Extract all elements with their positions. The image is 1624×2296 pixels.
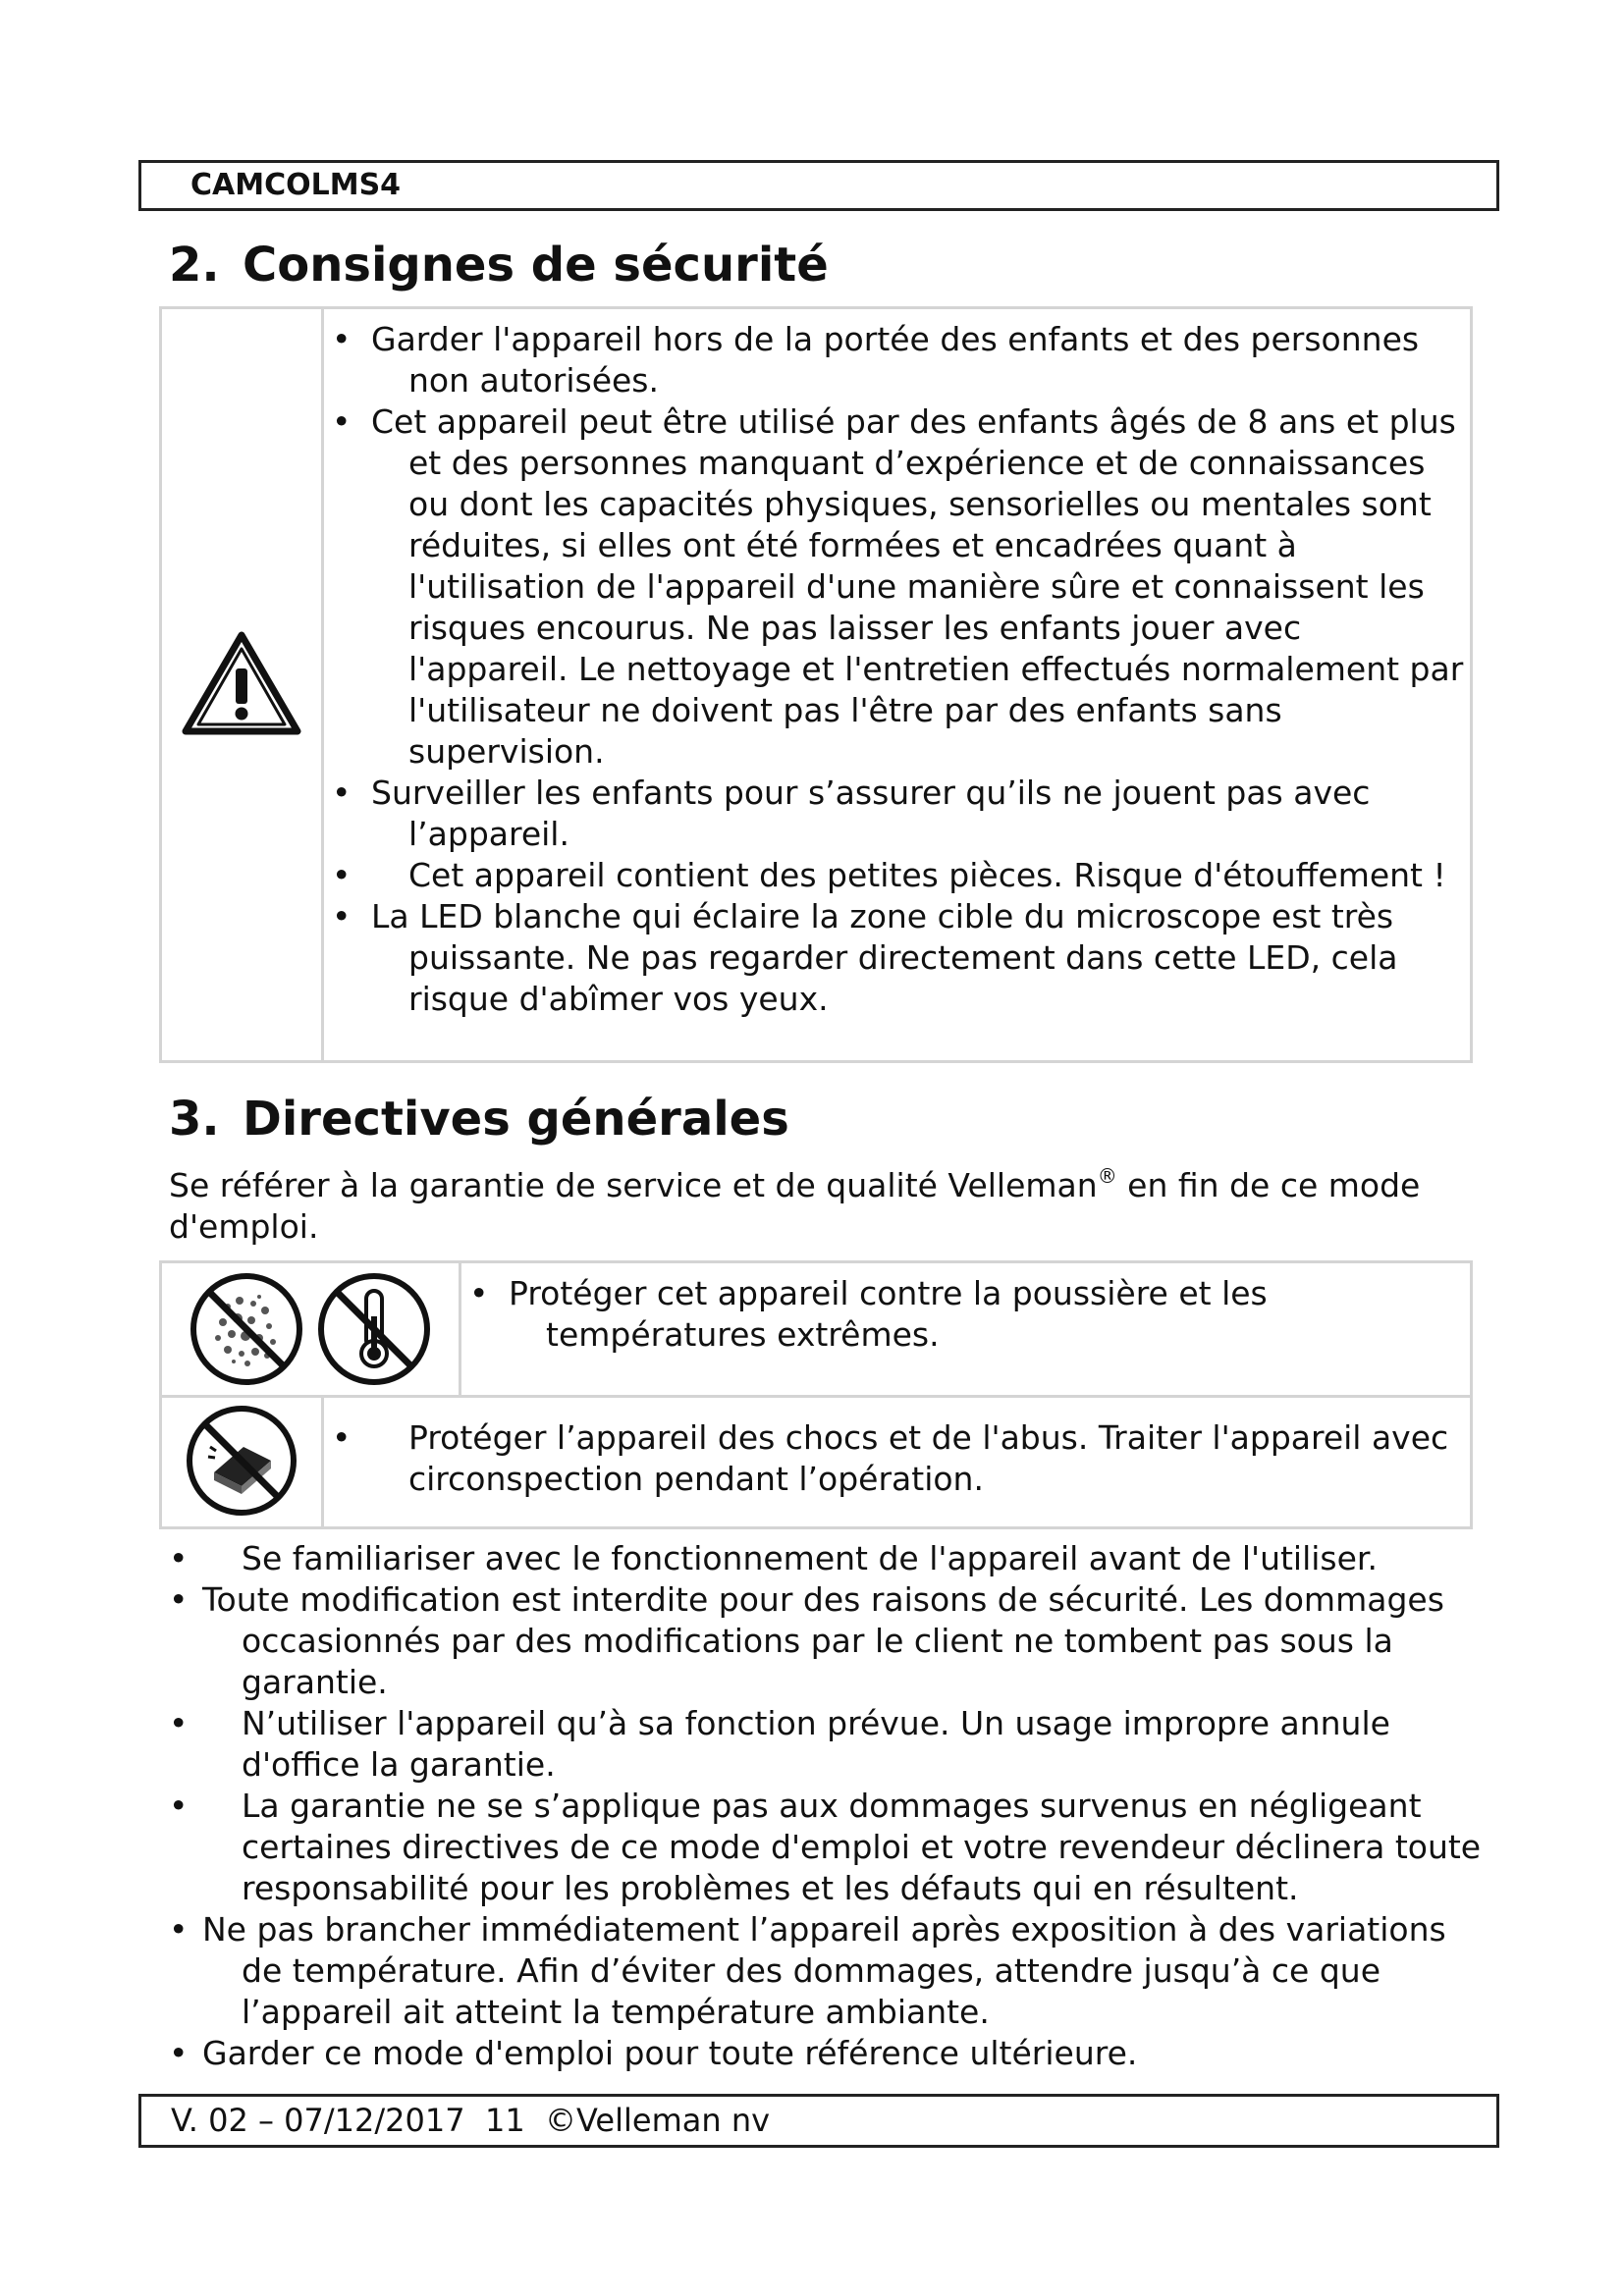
section-3-intro: Se référer à la garantie de service et de qualité Velleman® en fin de ce mode d'emploi. [169, 1164, 1421, 1246]
footer-version: V. 02 – 07/12/2017 11 ©Velleman nv [138, 2094, 1499, 2148]
safety-table [159, 306, 1473, 1063]
list-item: • Ne pas brancher immédiatement l’appareil après exposition à des variations de température. Afin d’éviter des dommages, attendre jusqu’à ce que l’appareil ait atteint la température ambiante. [169, 1910, 1446, 2031]
section-2-heading [169, 236, 829, 294]
list-item: • Garder ce mode d'emploi pour toute référence ultérieure. [169, 2034, 1138, 2072]
no-extreme-temperature-icon [316, 1271, 432, 1387]
no-shock-icon [185, 1404, 298, 1518]
list-item: • Se familiariser avec le fonctionnement de l'appareil avant de l'utiliser. [169, 1539, 1378, 1577]
dust-temperature-text-cell [460, 1262, 1472, 1397]
list-item: • Garder l'appareil hors de la portée des enfants et des personnes non autorisées. [332, 320, 1420, 400]
list-item: • Cet appareil peut être utilisé par des enfants âgés de 8 ans et plus et des personnes manquant d’expérience et de connaissances ou dont les capacités physiques, sensorielles ou mentales sont réduites, si elles ont été formées et encadrées quant à l'utilisation de l'appareil d'une manière sûre et connaissent les risques encourus. Ne pas laisser les enfants jouer avec l'appareil. Le nettoyage et l'entretien effectués normalement par l'utilisateur ne doivent pas l'être par des enfants sans supervision. [332, 402, 1464, 771]
shock-text-cell [323, 1397, 1472, 1528]
list-item: • La garantie ne se s’applique pas aux dommages survenus en négligeant certaines directives de ce mode d'emploi et votre revendeur déclinera toute responsabilité pour les problèmes et les défauts qui en résultent. [169, 1787, 1482, 1907]
safety-icon-cell [161, 308, 323, 1062]
general-directives-list [169, 1538, 1485, 2074]
warning-triangle-icon [181, 629, 302, 737]
shock-icon-cell [161, 1397, 323, 1528]
dust-temperature-icon-cell [161, 1262, 460, 1397]
no-dust-icon [189, 1271, 304, 1387]
header-model: CAMCOLMS4 [138, 160, 1499, 211]
list-item: • Surveiller les enfants pour s’assurer qu’ils ne jouent pas avec l’appareil. [332, 774, 1371, 853]
directives-table [159, 1260, 1473, 1529]
section-3-heading [169, 1090, 789, 1148]
section-3-title: Directives générales [243, 1092, 789, 1147]
list-item: • Protéger l’appareil des chocs et de l'abus. Traiter l'appareil avec circonspection pendant l’opération. [332, 1418, 1449, 1498]
safety-list [332, 319, 1464, 1020]
section-2-title: Consignes de sécurité [243, 238, 829, 293]
section-2-number: 2. [169, 238, 220, 293]
list-item: • N’utiliser l'appareil qu’à sa fonction prévue. Un usage impropre annule d'office la garantie. [169, 1704, 1390, 1784]
list-item: • Toute modification est interdite pour des raisons de sécurité. Les dommages occasionnés par des modifications par le client ne tombent pas sous la garantie. [169, 1580, 1444, 1701]
list-item: • Protéger cet appareil contre la poussière et les températures extrêmes. [469, 1274, 1268, 1354]
safety-text-cell [323, 308, 1472, 1062]
list-item: • Cet appareil contient des petites pièces. Risque d'étouffement ! [332, 856, 1446, 894]
list-item: • La LED blanche qui éclaire la zone cible du microscope est très puissante. Ne pas regarder directement dans cette LED, cela risque d'abîmer vos yeux. [332, 897, 1398, 1018]
section-3-number: 3. [169, 1092, 220, 1147]
